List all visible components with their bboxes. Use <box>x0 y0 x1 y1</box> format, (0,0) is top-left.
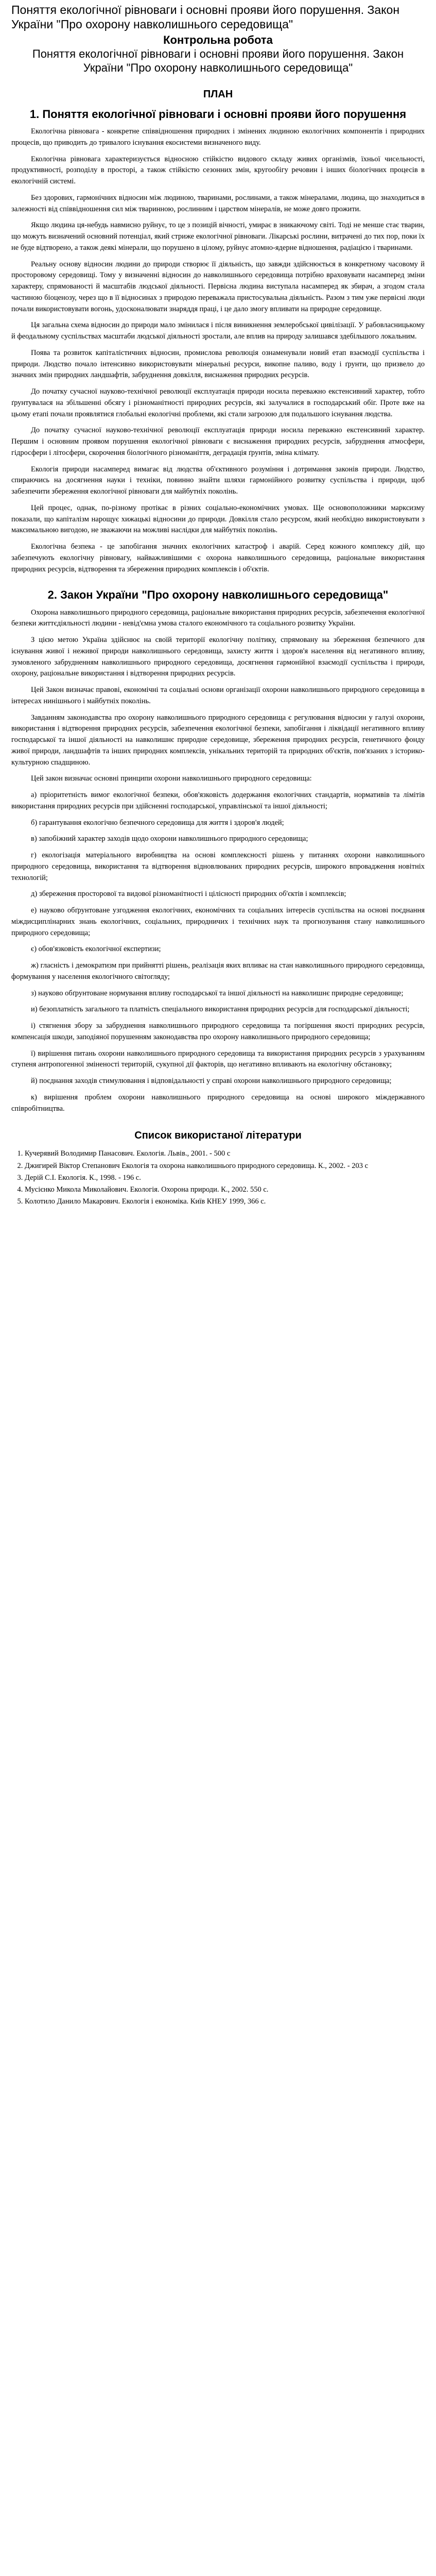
paragraph: Якщо людина ця-небудь навмисно руйнує, то це з позицій вічності, умирає в зникаючому світі. Тоді не менше стає тварин, що можуть визначений основний потенціал, який стриже екологічної рівноваги. Лікарські рослини, витрачені до тих пор, поки їх не буде відтворено, а також деякі мінерали, що порушено в цілому, руйнує атомно-ядерне відношення, радіацією і тваринами. <box>11 221 425 252</box>
document-page <box>0 0 436 1218</box>
section-2-title: 2. Закон України "Про охорону навколишнього середовища" <box>47 588 389 602</box>
section-2-body <box>11 607 425 1115</box>
paragraph: Без здорових, гармонічних відносин між людиною, тваринами, рослинами, а також мінералами, людина, що знаходиться в залежності від співвідношення сил між тваринною, рослинним і царством мінералів, не може довго прожити. <box>11 193 425 213</box>
work-header <box>11 33 425 75</box>
principle-item: а) пріоритетність вимог екологічної безпеки, обов'язковість додержання екологічних стандартів, нормативів та лімітів використання природних ресурсів при здійсненні господарської, управлінської та іншої діяльності; <box>11 791 425 810</box>
paragraph: Ця загальна схема відносин до природи мало змінилася і після виникнення землеробської цивілізації. У рабовласницькому й феодальному суспільствах масштаби людської діяльності зростали, але вплив на природу залишався здебільшого локальним. <box>11 321 425 341</box>
work-kind: Контрольна робота <box>163 33 273 47</box>
references-title: Список використаної літератури <box>134 1130 302 1142</box>
principle-item: ж) гласність і демократизм при прийнятті рішень, реалізація яких впливає на стан навколишнього природного середовища, формування у населення екологічного світогляду; <box>11 961 425 981</box>
principle-item: е) науково обґрунтоване узгодження екологічних, економічних та соціальних інтересів суспільства на основі поєднання міждисциплінарних знань екологічних, соціальних, природничих і технічних наук та прогнозування стану навколишнього природного середовища; <box>11 906 425 937</box>
paragraph: Екологія природи насамперед вимагає від людства об'єктивного розуміння і дотримання законів природи. Людство, спираючись на досягнення науки і техніки, повинно знайти шляхи гармонійного розвитку суспільства і природи, щоб забезпечити збереження екологічної рівноваги для майбутніх поколінь. <box>11 465 425 496</box>
principle-item: в) запобіжний характер заходів щодо охорони навколишнього природного середовища; <box>31 835 308 843</box>
section-1-body <box>11 126 425 575</box>
section-1-title: 1. Поняття екологічної рівноваги і основні прояви його порушення <box>29 107 407 121</box>
reference-item: 5. Колотило Данило Макарович. Екологія і економіка. Київ КНЕУ 1999, 366 с. <box>25 1196 425 1208</box>
paragraph: До початку сучасної науково-технічної революції експлуатація природи носила переважно екстенсивний характер, тобто ґрунтувалася на збільшенні обсягу і різноманітності природних ресурсів, які залучалися в господарський обіг. Проте вже на цьому етапі почали проявлятися глобальні екологічні проблеми, які стали загрозою для подальшого існування людства. <box>11 387 425 418</box>
principle-item: й) поєднання заходів стимулювання і відповідальності у справі охорони навколишнього природного середовища; <box>31 1077 392 1086</box>
document-title: Поняття екологічної рівноваги і основні прояви його порушення. Закон України "Про охорону навколишнього середовища" <box>11 3 400 31</box>
paragraph: Поява та розвиток капіталістичних відносин, промислова революція ознаменували новий етап взаємодії суспільства і природи. Людство почало інтенсивно використовувати мінеральні ресурси, викопне паливо, воду і ґрунти, що призвело до значних змін природних ландшафтів, забруднення довкілля, виснаження природних ресурсів. <box>11 348 425 380</box>
paragraph: Екологічна рівновага - конкретне співвідношення природних і змінених людиною екологічних компонентів і природних процесів, що приводить до тривалого існування екосистеми визначеного виду. <box>11 127 425 147</box>
principle-item: г) екологізація матеріального виробництва на основі комплексності рішень у питаннях охорони навколишнього природного середовища, використання та відтворення відновлюваних природних ресурсів, широкого впровадження новітніх технологій; <box>11 851 425 882</box>
paragraph: Цей Закон визначає правові, економічні та соціальні основи організації охорони навколишнього природного середовища в інтересах нинішнього і майбутніх поколінь. <box>11 686 425 705</box>
paragraph: Завданням законодавства про охорону навколишнього природного середовища є регулювання відносин у галузі охорони, використання і відтворення природних ресурсів, забезпечення екологічної безпеки, запобігання і ліквідації негативного впливу господарської та іншої діяльності на навколишнє природне середовище, збереження природних ресурсів, генетичного фонду живої природи, ландшафтів та інших природних комплексів, унікальних територій та природних об'єктів, пов'язаних з історико-культурною спадщиною. <box>11 713 425 767</box>
work-topic: Поняття екологічної рівноваги і основні прояви його порушення. Закон України "Про охорону навколишнього середовища" <box>32 47 404 74</box>
paragraph: З цією метою Україна здійснює на своїй території екологічну політику, спрямовану на збереження безпечного для існування живої і неживої природи навколишнього середовища, захисту життя і здоров'я населення від негативного впливу, зумовленого забрудненням навколишнього природного середовища, досягнення гармонійної взаємодії суспільства і природи, охорону, раціональне використання і відтворення природних ресурсів. <box>11 636 425 678</box>
paragraph: Охорона навколишнього природного середовища, раціональне використання природних ресурсів, забезпечення екологічної безпеки життєдіяльності людини - невід'ємна умова сталого економічного та соціального розвитку України. <box>11 608 425 628</box>
paragraph: Екологічна рівновага характеризується відносною стійкістю видового складу живих організмів, їхньої чисельності, продуктивності, розподілу в просторі, а також стійкістю сезонних змін, кругообігу речовин і інших біологічних процесів в екологічній системі. <box>11 155 425 186</box>
reference-item: 4. Мусієнко Микола Миколайович. Екологія. Охорона природи. К., 2002. 550 с. <box>25 1184 425 1196</box>
principle-item: і) стягнення збору за забруднення навколишнього природного середовища та погіршення якості природних ресурсів, компенсація шкоди, заподіяної порушенням законодавства про охорону навколишнього природного середовища; <box>11 1022 425 1041</box>
reference-item: 3. Дерій С.І. Екологія. К., 1998. - 196 с. <box>25 1172 425 1184</box>
reference-item: 2. Джигирей Віктор Степанович Екологія та охорона навколишнього природного середовища. К., 2002. - 203 с <box>25 1160 425 1172</box>
principle-item: и) безоплатність загального та платність спеціального використання природних ресурсів для господарської діяльності; <box>31 1005 410 1014</box>
plan-heading: ПЛАН <box>203 88 233 100</box>
paragraph: Екологічна безпека - це запобігання значних екологічних катастроф і аварій. Серед кожного комплексу дій, що забезпечують екологічну рівновагу, найважливішими є охорона навколишнього середовища, раціональне використання природних ресурсів, відтворення та збереження природних комплексів і об'єктів. <box>11 543 425 573</box>
principle-item: к) вирішення проблем охорони навколишнього природного середовища на основі широкого міждержавного співробітництва. <box>11 1093 425 1113</box>
principle-item: б) гарантування екологічно безпечного середовища для життя і здоров'я людей; <box>31 818 284 827</box>
paragraph: Реальну основу відносин людини до природи створює її діяльність, що завжди здійснюється в конкретному часовому й просторовому середовищі. Тому у визначенні відносин до навколишнього середовища потрібно враховувати насамперед зміни характеру, спрямованості й масштабів людської діяльності. Первісна людина виступала насамперед як збирач, а згодом стала частиною біоценозу, через що в її відносинах з природою переважала пристосувальна діяльність. Разом з тим уже первісні люди почали використовувати вогонь, удосконалювати знаряддя праці, і це дало змогу впливати на природне середовище. <box>11 260 425 313</box>
principle-item: є) обов'язковість екологічної експертизи; <box>31 945 161 954</box>
references-list <box>11 1148 425 1208</box>
reference-item: 1. Кучерявий Володимир Панасович. Екологія. Львів., 2001. - 500 с <box>25 1148 425 1160</box>
principle-item: д) збереження просторової та видової різноманітності і цілісності природних об'єктів і комплексів; <box>31 890 346 899</box>
principle-item: ї) вирішення питань охорони навколишнього природного середовища та використання природних ресурсів з урахуванням ступеня антропогенної зміненості територій, сукупної дії факторів, що негативно впливають на екологічну обстановку; <box>11 1049 425 1069</box>
principle-item: з) науково обґрунтоване нормування впливу господарської та іншої діяльності на навколишнє природне середовище; <box>31 989 404 997</box>
paragraph: Цей закон визначає основні принципи охорони навколишнього природного середовища: <box>31 774 312 783</box>
paragraph: Цей процес, однак, по-різному протікає в різних соціально-економічних умовах. Ще основоположники марксизму показали, що капіталізм нарощує хижацькі відносини до природи. Довкілля стало ресурсом, який необхідно використовувати з максимальною вигодою, не зважаючи на можливі наслідки для майбутніх поколінь. <box>11 503 425 535</box>
paragraph: До початку сучасної науково-технічної революції експлуатація природи носила переважно екстенсивний характер. Першим і основним проявом порушення екологічної рівноваги є виснаження природних ресурсів, забруднення атмосфери, гідросфери і літосфери, скорочення біологічного різноманіття, деградація ґрунтів, зміна клімату. <box>11 426 425 457</box>
